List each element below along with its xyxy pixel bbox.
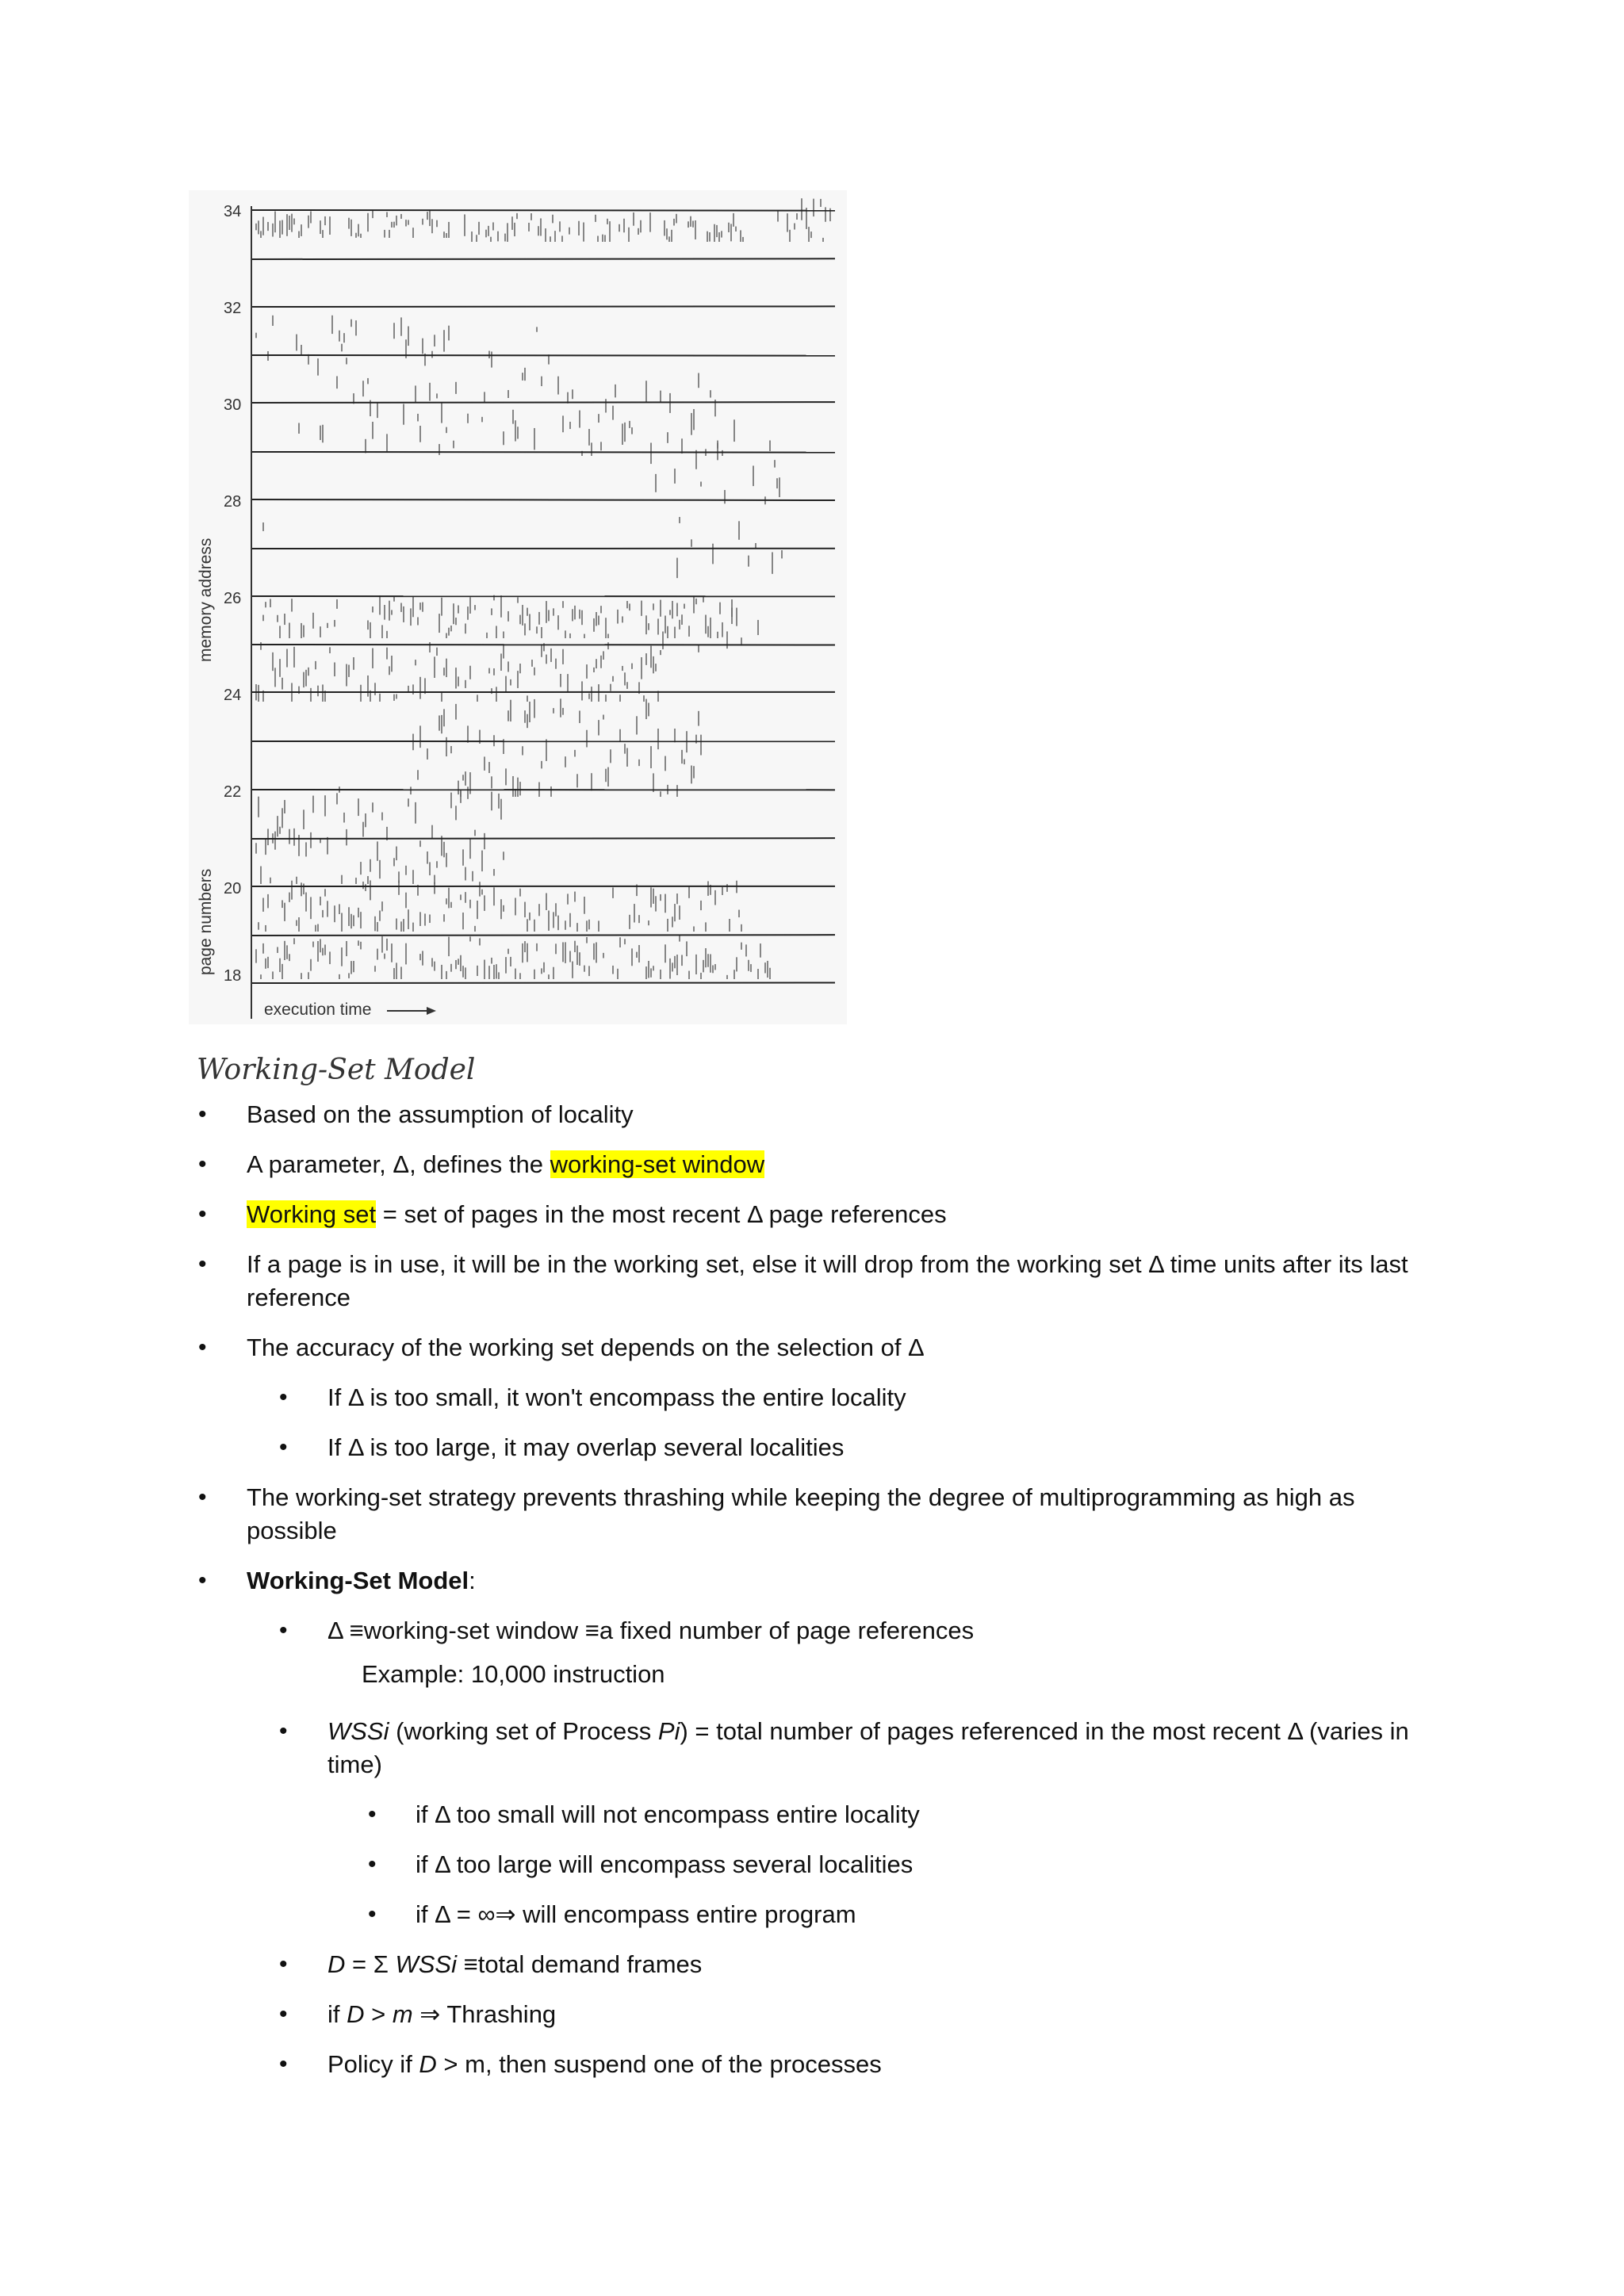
list-item-text: (working set of Process: [389, 1717, 658, 1745]
sub-list-item: [197, 1998, 1434, 2031]
list-item-text: If a page is in use, it will be in the working set, else it will drop from the working set Δ time units after its last reference: [247, 1250, 1408, 1311]
example-line: Example: 10,000 instruction: [362, 1660, 665, 1688]
sub-list-item: [197, 1614, 1434, 1647]
page-boundary-line: [251, 838, 835, 839]
list-item-text: :: [469, 1567, 476, 1594]
page-boundary-line: [251, 452, 835, 453]
list-item: [197, 1148, 1434, 1181]
tick-label: 22: [224, 783, 242, 801]
locality-reference-figure: [189, 190, 847, 1024]
list-item-text: Δ ≡working-set window ≡a fixed number of page references: [327, 1617, 975, 1644]
italic-term: D: [347, 2000, 365, 2028]
italic-term: D: [327, 1950, 346, 1978]
italic-term: WSSi: [327, 1717, 389, 1745]
page-boundary-line: [251, 306, 835, 307]
list-item-text: Policy if: [327, 2050, 419, 2078]
list-item-text: if Δ too small will not encompass entire locality: [416, 1800, 920, 1828]
figure-background: [189, 190, 847, 1024]
sub-list-item: [197, 1381, 1434, 1414]
list-item-text: if: [327, 2000, 347, 2028]
list-item-text: A parameter, Δ, defines the: [247, 1150, 550, 1178]
page-boundary-line: [251, 210, 835, 211]
page-boundary-line: [251, 935, 835, 936]
list-item: [197, 1564, 1434, 1598]
list-item: [197, 1198, 1434, 1231]
list-item: [197, 1248, 1434, 1314]
list-item-text: The working-set strategy prevents thrashing while keeping the degree of multiprogramming as high as possible: [247, 1483, 1355, 1544]
working-set-section: [197, 1050, 1434, 2098]
x-axis-title: execution time: [264, 1001, 372, 1019]
list-item-text: ⇒ Thrashing: [412, 2000, 557, 2028]
list-item-text: > m, then suspend one of the processes: [436, 2050, 882, 2078]
italic-term: WSSi: [395, 1950, 457, 1978]
reference-trace-plot: [189, 190, 847, 1024]
list-item-text: ≡total demand frames: [457, 1950, 703, 1978]
highlighted-term: working-set window: [550, 1150, 765, 1178]
sub-list-item: [197, 1715, 1434, 1781]
page-boundary-line: [251, 402, 835, 403]
list-item-text: Based on the assumption of locality: [247, 1100, 634, 1128]
tick-label: 26: [224, 590, 242, 607]
bullet-list: [197, 1098, 1434, 2081]
sub-list-item: [197, 1431, 1434, 1464]
y-axis-title-page-numbers: page numbers: [197, 868, 215, 975]
y-axis-title-memory-address: memory address: [197, 538, 215, 662]
italic-term: m: [392, 2000, 413, 2028]
list-item: [197, 1481, 1434, 1548]
tick-label: 32: [224, 300, 242, 317]
list-item-text: if Δ too large will encompass several localities: [416, 1850, 914, 1878]
list-item-text: = set of pages in the most recent Δ page references: [376, 1200, 947, 1228]
page-boundary-line: [251, 355, 835, 356]
list-item: [197, 1098, 1434, 1131]
sub-list-item: [197, 2048, 1434, 2081]
highlighted-term: Working set: [247, 1200, 377, 1228]
page-boundary-line: [251, 982, 835, 983]
italic-term: D: [419, 2050, 437, 2078]
tick-label: 30: [224, 396, 242, 414]
list-item-text: If Δ is too small, it won't encompass the entire locality: [327, 1383, 906, 1411]
italic-term: Pi: [657, 1717, 680, 1745]
bold-term: Working-Set Model: [247, 1567, 469, 1594]
sub-sub-list-item: [197, 1848, 1434, 1881]
tick-label: 24: [224, 687, 242, 704]
tick-label: 34: [224, 203, 242, 220]
sub-sub-list-item: [197, 1898, 1434, 1931]
tick-label: 28: [224, 493, 242, 511]
sub-sub-list-item: [197, 1798, 1434, 1831]
page-boundary-line: [251, 258, 835, 259]
tick-label: 20: [224, 880, 242, 897]
section-title: Working-Set Model: [197, 1054, 476, 1086]
tick-label: 18: [224, 967, 242, 985]
list-item-text: The accuracy of the working set depends on the selection of Δ: [247, 1334, 925, 1361]
list-item-text: >: [364, 2000, 393, 2028]
list-item-text: ) = total number of pages referenced in the most recent Δ (varies in time): [327, 1717, 1409, 1778]
list-item-text: = Σ: [345, 1950, 396, 1978]
list-item: [197, 1331, 1434, 1364]
sub-list-item: [197, 1948, 1434, 1981]
list-item-text: if Δ = ∞⇒ will encompass entire program: [416, 1900, 856, 1928]
list-item-text: If Δ is too large, it may overlap several localities: [327, 1433, 845, 1461]
page-boundary-line: [251, 499, 835, 500]
